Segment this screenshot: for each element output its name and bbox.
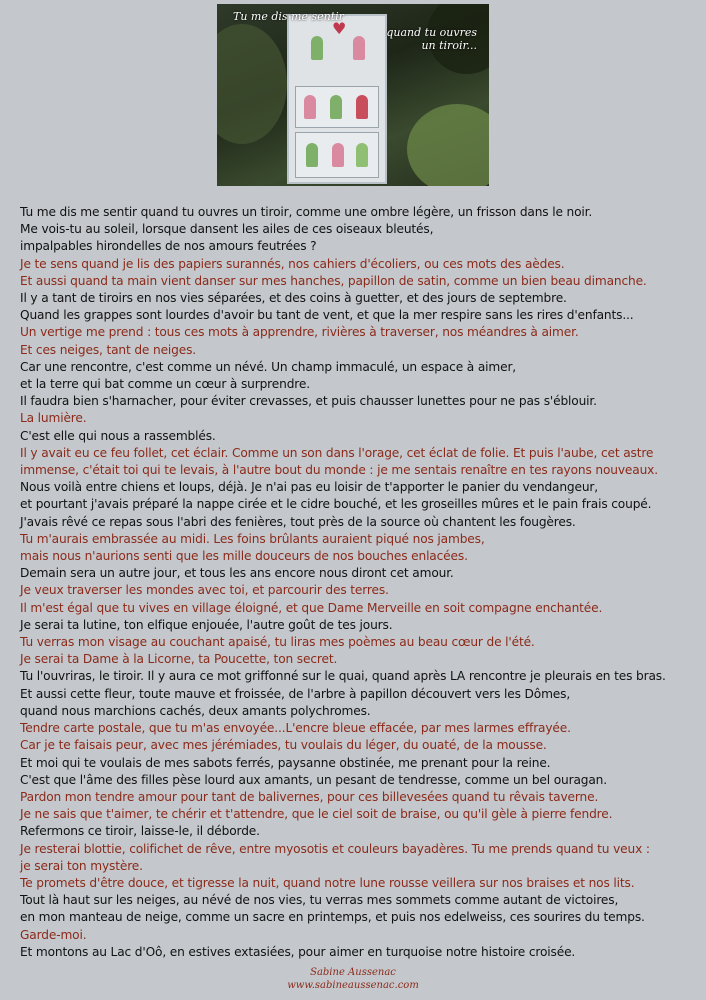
poem-line: quand nous marchions cachés, deux amants polychromes. bbox=[20, 703, 371, 718]
foliage-right bbox=[407, 104, 489, 186]
cabinet-drawer bbox=[295, 86, 379, 128]
poem-line: Pardon mon tendre amour pour tant de balivernes, pour ces billevesées quand tu rêvais taverne. bbox=[20, 789, 599, 804]
poem-line: immense, c'était toi qui te levais, à l'autre bout du monde : je me sentais renaître en tes rayons nouveaux. bbox=[20, 463, 658, 478]
painted-cabinet bbox=[287, 14, 387, 184]
poem-line: Tu verras mon visage au couchant apaisé, tu liras mes poèmes au beau cœur de l'été. bbox=[20, 635, 535, 650]
heart-icon: ♥ bbox=[332, 19, 347, 38]
signature-website: www.sabineaussenac.com bbox=[287, 980, 419, 991]
poem-line: Et aussi cette fleur, toute mauve et froissée, de l'arbre à papillon découvert vers les Dômes, bbox=[20, 686, 571, 701]
poem-line: Car une rencontre, c'est comme un névé. Un champ immaculé, un espace à aimer, bbox=[20, 359, 517, 374]
painted-figure bbox=[330, 95, 342, 119]
poem-line: Car je te faisais peur, avec mes jérémiades, tu voulais du léger, du ouaté, de la mousse. bbox=[20, 738, 547, 753]
poem-line: Refermons ce tiroir, laisse-le, il déborde. bbox=[20, 824, 260, 839]
painted-figure bbox=[304, 95, 316, 119]
poem-line: et la terre qui bat comme un cœur à surprendre. bbox=[20, 377, 310, 392]
painted-figure bbox=[356, 95, 368, 119]
poem-line: Je serai ta lutine, ton elfique enjouée, l'autre goût de tes jours. bbox=[20, 617, 393, 632]
photo-caption-right bbox=[386, 26, 477, 52]
poem-line: Il m'est égal que tu vives en village éloigné, et que Dame Merveille en soit compagne enchantée. bbox=[20, 600, 603, 615]
poem-line: mais nous n'aurions senti que les mille douceurs de nos bouches enlacées. bbox=[20, 549, 468, 564]
poem-line: Il faudra bien s'harnacher, pour éviter crevasses, et puis chausser lunettes pour ne pas s'éblouir. bbox=[20, 394, 597, 409]
poem-line: Je serai ta Dame à la Licorne, ta Poucette, ton secret. bbox=[20, 652, 338, 667]
poem-line: Tout là haut sur les neiges, au névé de nos vies, tu verras mes sommets comme autant de victoires, bbox=[20, 893, 619, 908]
poem-line: et pourtant j'avais préparé la nappe cirée et le cidre bouché, et les groseilles mûres et le pain frais coupé. bbox=[20, 497, 652, 512]
poem-line: Et aussi quand ta main vient danser sur mes hanches, papillon de satin, comme un bien beau dimanche. bbox=[20, 273, 647, 288]
poem-line: Il y a tant de tiroirs en nos vies séparées, et des coins à guetter, et des jours de septembre. bbox=[20, 291, 567, 306]
painted-figure bbox=[353, 36, 365, 60]
poem-line: Tu l'ouvriras, le tiroir. Il y aura ce mot griffonné sur le quai, quand après LA rencontre je pleurais en tes bras. bbox=[20, 669, 666, 684]
poem-line: en mon manteau de neige, comme un sacre en printemps, et puis nos edelweiss, ces sourires du temps. bbox=[20, 910, 645, 925]
poem-line: La lumière. bbox=[20, 411, 87, 426]
poem-line: Je ne sais que t'aimer, te chérir et t'attendre, que le ciel soit de braise, ou qu'il gèle à pierre fendre. bbox=[20, 807, 613, 822]
poem-line: J'avais rêvé ce repas sous l'abri des fenières, tout près de la source où chantent les fougères. bbox=[20, 514, 576, 529]
poem-line: Tu m'aurais embrassée au midi. Les foins brûlants auraient piqué nos jambes, bbox=[20, 531, 485, 546]
poem-line: Il y avait eu ce feu follet, cet éclair. Comme un son dans l'orage, cet éclat de folie. Et puis l'aube, cet astre bbox=[20, 445, 654, 460]
poem-line: Tendre carte postale, que tu m'as envoyée...L'encre bleue effacée, par mes larmes effrayée. bbox=[20, 721, 571, 736]
poem-line: Je te sens quand je lis des papiers surannés, nos cahiers d'écoliers, ou ces mots des aèdes. bbox=[20, 256, 565, 271]
painted-figure bbox=[311, 36, 323, 60]
poem-text bbox=[20, 204, 700, 961]
poem-line: Te promets d'être douce, et tigresse la nuit, quand notre lune rousse veillera sur nos braises et nos lits. bbox=[20, 875, 635, 890]
poem-line: Je resterai blottie, colifichet de rêve, entre myosotis et couleurs bayadères. Tu me prends quand tu veux : bbox=[20, 841, 650, 856]
photo-caption-left: Tu me dis me sentir bbox=[233, 10, 344, 23]
signature-author: Sabine Aussenac bbox=[310, 967, 396, 978]
painted-figure bbox=[332, 143, 344, 167]
poem-line: Et moi qui te voulais de mes sabots ferrés, paysanne obstinée, me prenant pour la reine. bbox=[20, 755, 551, 770]
painted-figure bbox=[306, 143, 318, 167]
poem-line: Un vertige me prend : tous ces mots à apprendre, rivières à traverser, nos méandres à aimer. bbox=[20, 325, 579, 340]
poem-line: Demain sera un autre jour, et tous les ans encore nous diront cet amour. bbox=[20, 566, 454, 581]
photo-caption-right-line: un tiroir... bbox=[421, 39, 477, 52]
poem-line: Je veux traverser les mondes avec toi, et parcourir des terres. bbox=[20, 583, 389, 598]
poem-line: Garde-moi. bbox=[20, 927, 87, 942]
poem-line: je serai ton mystère. bbox=[20, 858, 143, 873]
poem-line: Me vois-tu au soleil, lorsque dansent les ailes de ces oiseaux bleutés, bbox=[20, 222, 434, 237]
poem-line: impalpables hirondelles de nos amours feutrées ? bbox=[20, 239, 317, 254]
poem-line: Quand les grappes sont lourdes d'avoir bu tant de vent, et que la mer respire sans les rires d'enfants... bbox=[20, 308, 634, 323]
poem-line: Nous voilà entre chiens et loups, déjà. Je n'ai pas eu loisir de t'apporter le panier du vendangeur, bbox=[20, 480, 599, 495]
painted-figure bbox=[356, 143, 368, 167]
poem-line: Et montons au Lac d'Oô, en estives extasiées, pour aimer en turquoise notre histoire croisée. bbox=[20, 944, 576, 959]
header-photo bbox=[217, 4, 489, 186]
poem-line: Et ces neiges, tant de neiges. bbox=[20, 342, 197, 357]
poem-line: C'est elle qui nous a rassemblés. bbox=[20, 428, 216, 443]
poem-line: Tu me dis me sentir quand tu ouvres un tiroir, comme une ombre légère, un frisson dans le noir. bbox=[20, 205, 593, 219]
cabinet-drawer bbox=[295, 132, 379, 178]
photo-caption-right-line: quand tu ouvres bbox=[386, 26, 477, 39]
foliage-left bbox=[217, 24, 287, 144]
poem-line: C'est que l'âme des filles pèse lourd aux amants, un pesant de tendresse, comme un bel ouragan. bbox=[20, 772, 607, 787]
